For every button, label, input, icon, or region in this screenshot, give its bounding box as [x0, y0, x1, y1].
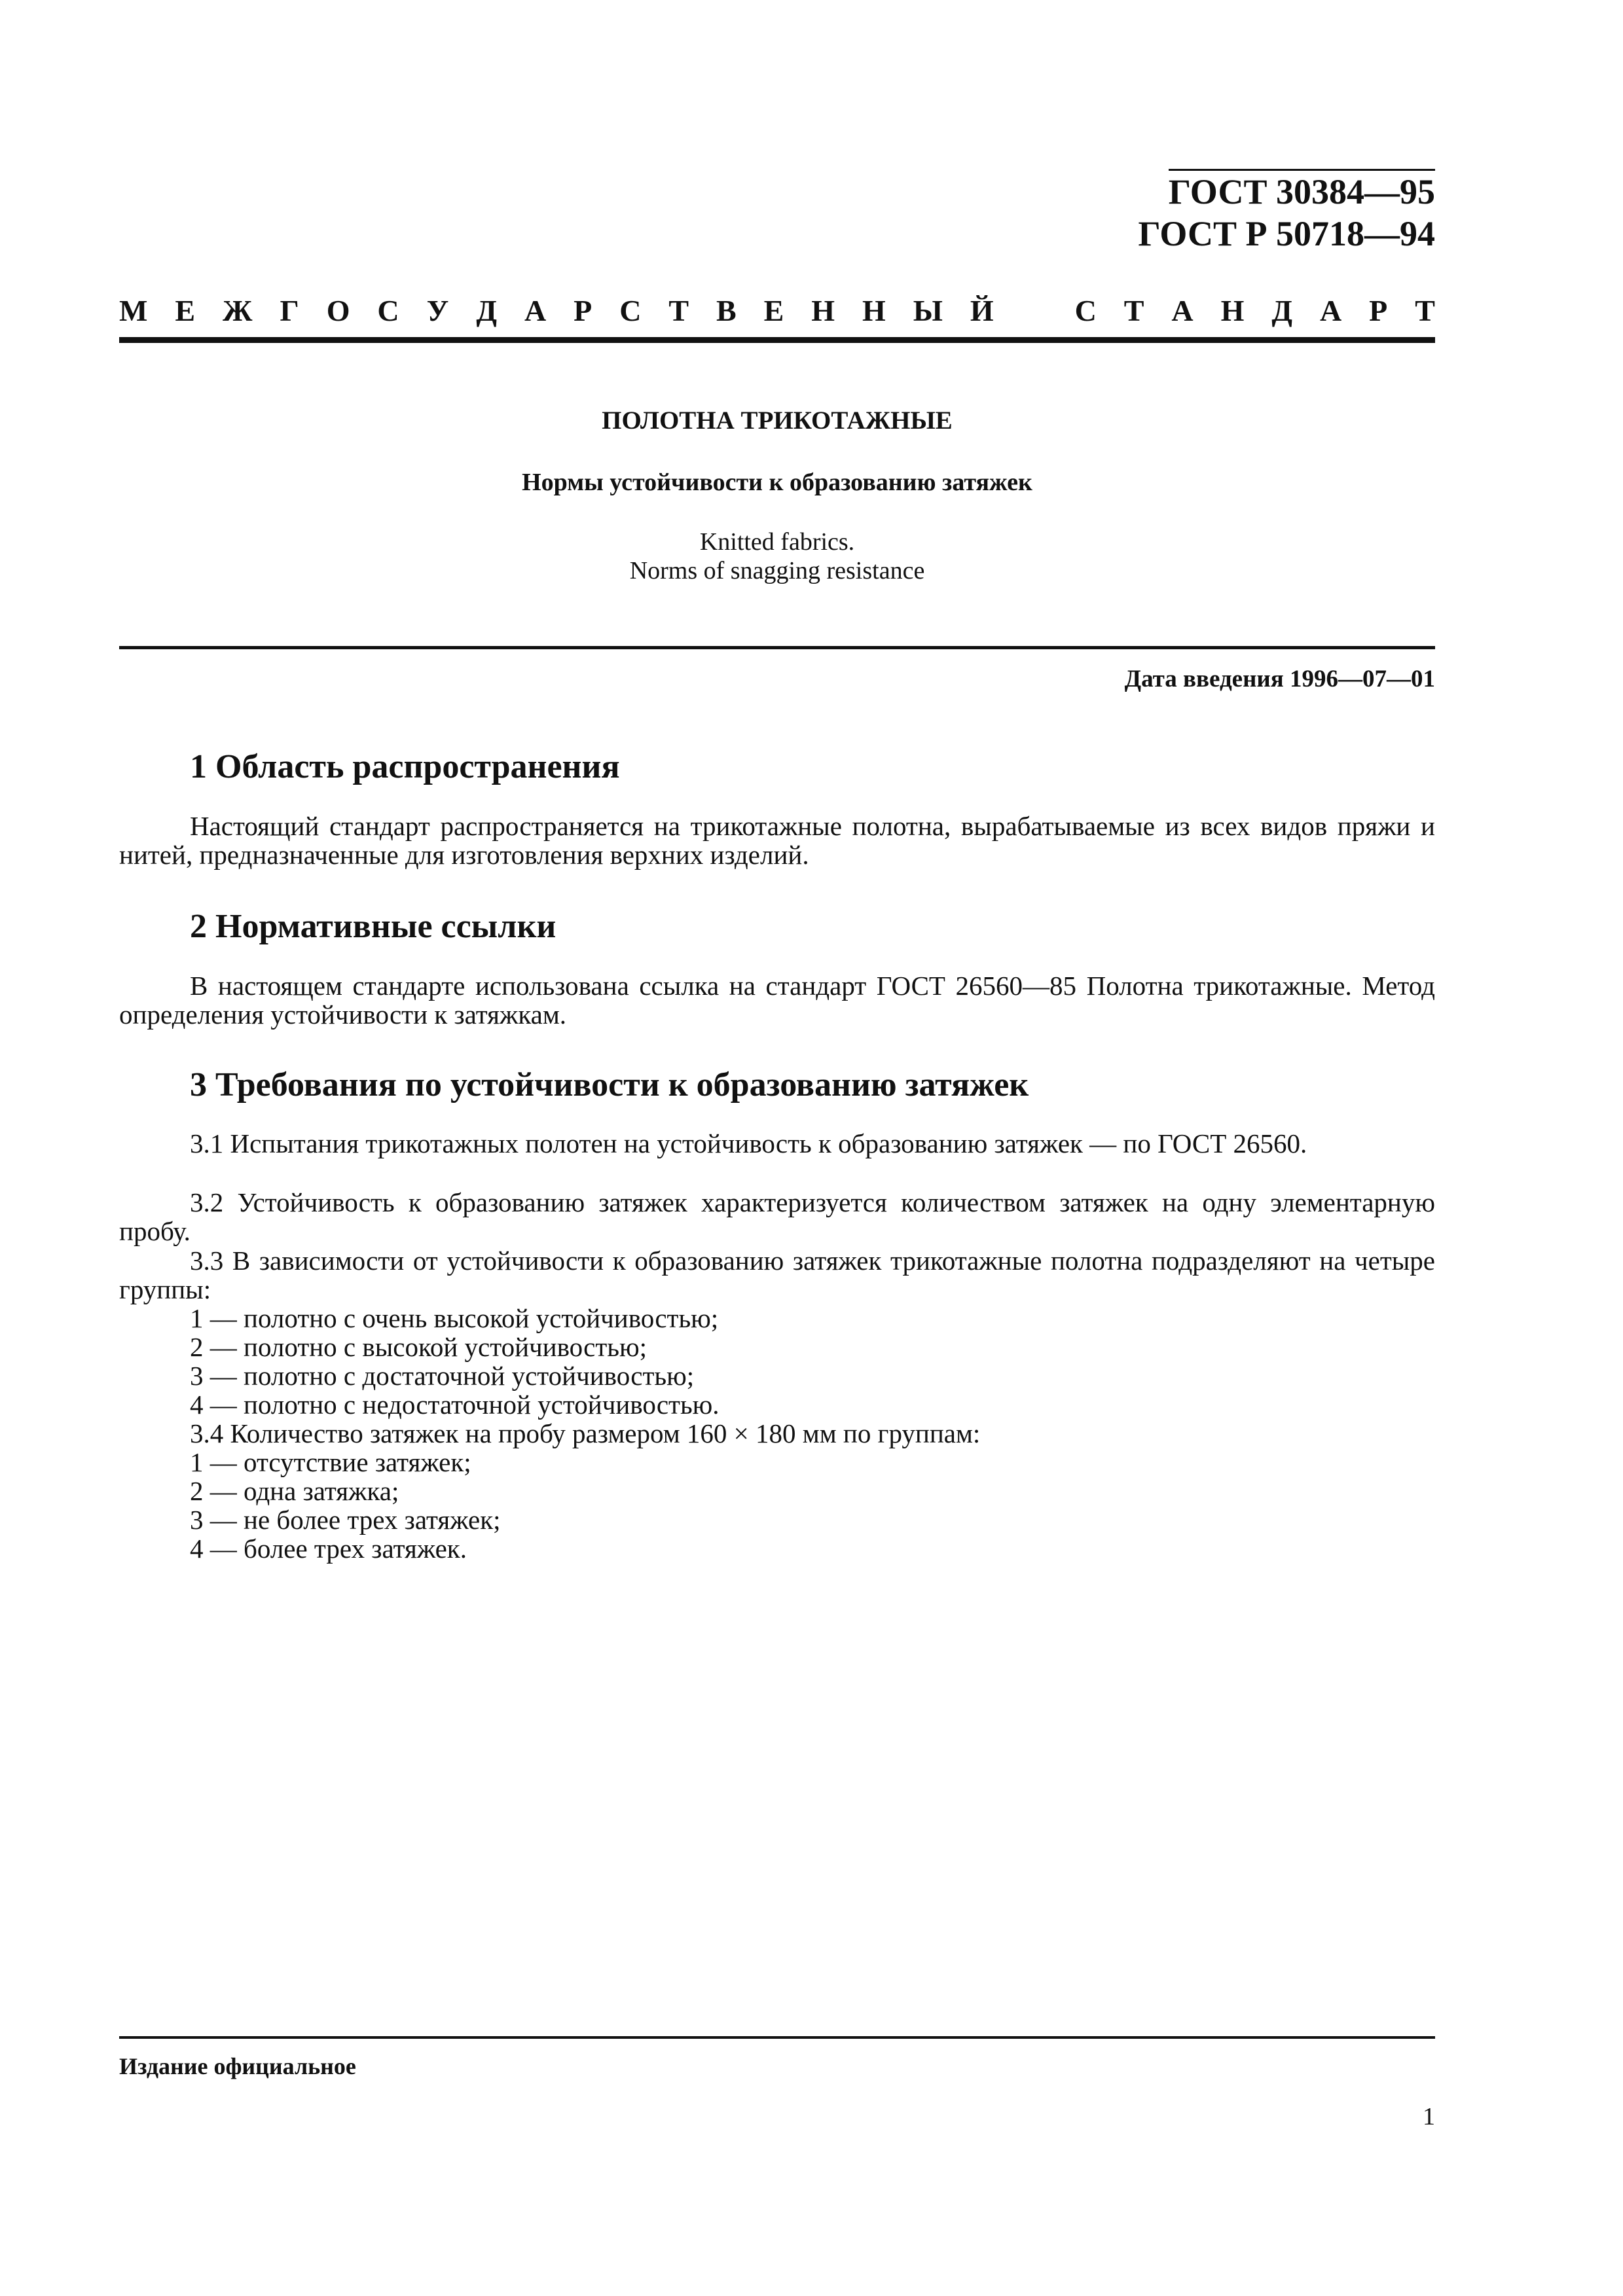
introduction-date: Дата введения 1996—07—01	[1124, 666, 1435, 692]
title-divider	[119, 646, 1435, 649]
standard-code-2: ГОСТ Р 50718—94	[1138, 214, 1435, 253]
english-title-line-2: Norms of snagging resistance	[629, 557, 925, 584]
count-item: 1 — отсутствие затяжек;	[190, 1447, 471, 1477]
banner-letter: Т	[1123, 294, 1144, 327]
section-2-heading: 2 Нормативные ссылки	[190, 908, 556, 945]
clause-3-4: 3.4 Количество затяжек на пробу размером 160 × 180 мм по группам:	[190, 1418, 981, 1448]
section-2-body: В настоящем стандарте использована ссылка на стандарт ГОСТ 26560—85 Полотна трикотажные. Метод определения устойчивости к затяжкам.	[119, 971, 1435, 1030]
interstate-standard-banner	[119, 293, 1435, 328]
document-title: ПОЛОТНА ТРИКОТАЖНЫЕ	[602, 406, 953, 435]
document-subtitle: Нормы устойчивости к образованию затяжек	[522, 469, 1032, 496]
banner-letter: Д	[476, 294, 497, 327]
banner-letter: Р	[1369, 294, 1388, 327]
section-1-text	[119, 812, 1435, 869]
banner-letter: Е	[175, 294, 196, 327]
banner-letter: С	[377, 294, 399, 327]
banner-letter: В	[716, 294, 737, 327]
banner-letter: Н	[811, 294, 835, 327]
standard-code-1: ГОСТ 30384—95	[1169, 169, 1435, 213]
group-item: 3 — полотно с достаточной устойчивостью;	[190, 1361, 695, 1391]
banner-letter: Р	[574, 294, 593, 327]
banner-letter: А	[524, 294, 547, 327]
banner-letter: С	[1074, 294, 1097, 327]
english-title	[119, 528, 1435, 585]
banner-letter: С	[619, 294, 642, 327]
banner-letter: У	[426, 294, 449, 327]
banner-letter: Ы	[913, 294, 943, 327]
footer-divider	[119, 2036, 1435, 2039]
english-title-line-1: Knitted fabrics.	[699, 528, 855, 556]
count-item: 3 — не более трех затяжек;	[190, 1505, 501, 1535]
clause-3-3-text: 3.3 В зависимости от устойчивости к образованию затяжек трикотажные полотна подразделяют на четыре группы:	[119, 1246, 1435, 1304]
banner-letter: Т	[668, 294, 689, 327]
group-item: 2 — полотно с высокой устойчивостью;	[190, 1332, 647, 1362]
section-1-body: Настоящий стандарт распространяется на трикотажные полотна, вырабатываемые из всех видов пряжи и нитей, предназначенные для изготовления верхних изделий.	[119, 811, 1435, 870]
banner-letter: Й	[970, 294, 994, 327]
clause-3-1-text: 3.1 Испытания трикотажных полотен на устойчивость к образованию затяжек — по ГОСТ 26560.	[190, 1128, 1307, 1158]
count-item: 2 — одна затяжка;	[190, 1476, 399, 1506]
banner-letter: А	[1319, 294, 1342, 327]
header-divider	[119, 337, 1435, 343]
count-item: 4 — более трех затяжек.	[190, 1534, 467, 1564]
section-2-text	[119, 971, 1435, 1029]
banner-letter: Т	[1415, 294, 1435, 327]
banner-letter: Д	[1271, 294, 1292, 327]
banner-letter: М	[119, 294, 148, 327]
standard-codes	[1138, 169, 1435, 255]
banner-letter: Н	[862, 294, 886, 327]
section-3-heading: 3 Требования по устойчивости к образованию затяжек	[190, 1066, 1029, 1103]
banner-gap	[1021, 293, 1048, 328]
clause-3-2-text: 3.2 Устойчивость к образованию затяжек характеризуется количеством затяжек на одну элементарную пробу.	[119, 1187, 1435, 1246]
official-edition-label: Издание официальное	[119, 2053, 356, 2079]
clause-3-2	[119, 1188, 1435, 1246]
clause-3-3	[119, 1246, 1435, 1304]
banner-letter: Е	[763, 294, 784, 327]
banner-letter: Ж	[223, 294, 253, 327]
page-number: 1	[1423, 2103, 1435, 2130]
group-item: 1 — полотно с очень высокой устойчивостью;	[190, 1303, 719, 1333]
clause-3-1	[119, 1129, 1435, 1158]
banner-letter: О	[326, 294, 350, 327]
banner-letter: Г	[280, 294, 299, 327]
section-1-heading: 1 Область распространения	[190, 748, 620, 785]
group-item: 4 — полотно с недостаточной устойчивостью.	[190, 1390, 720, 1420]
banner-letter: Н	[1220, 294, 1245, 327]
banner-letter: А	[1171, 294, 1194, 327]
